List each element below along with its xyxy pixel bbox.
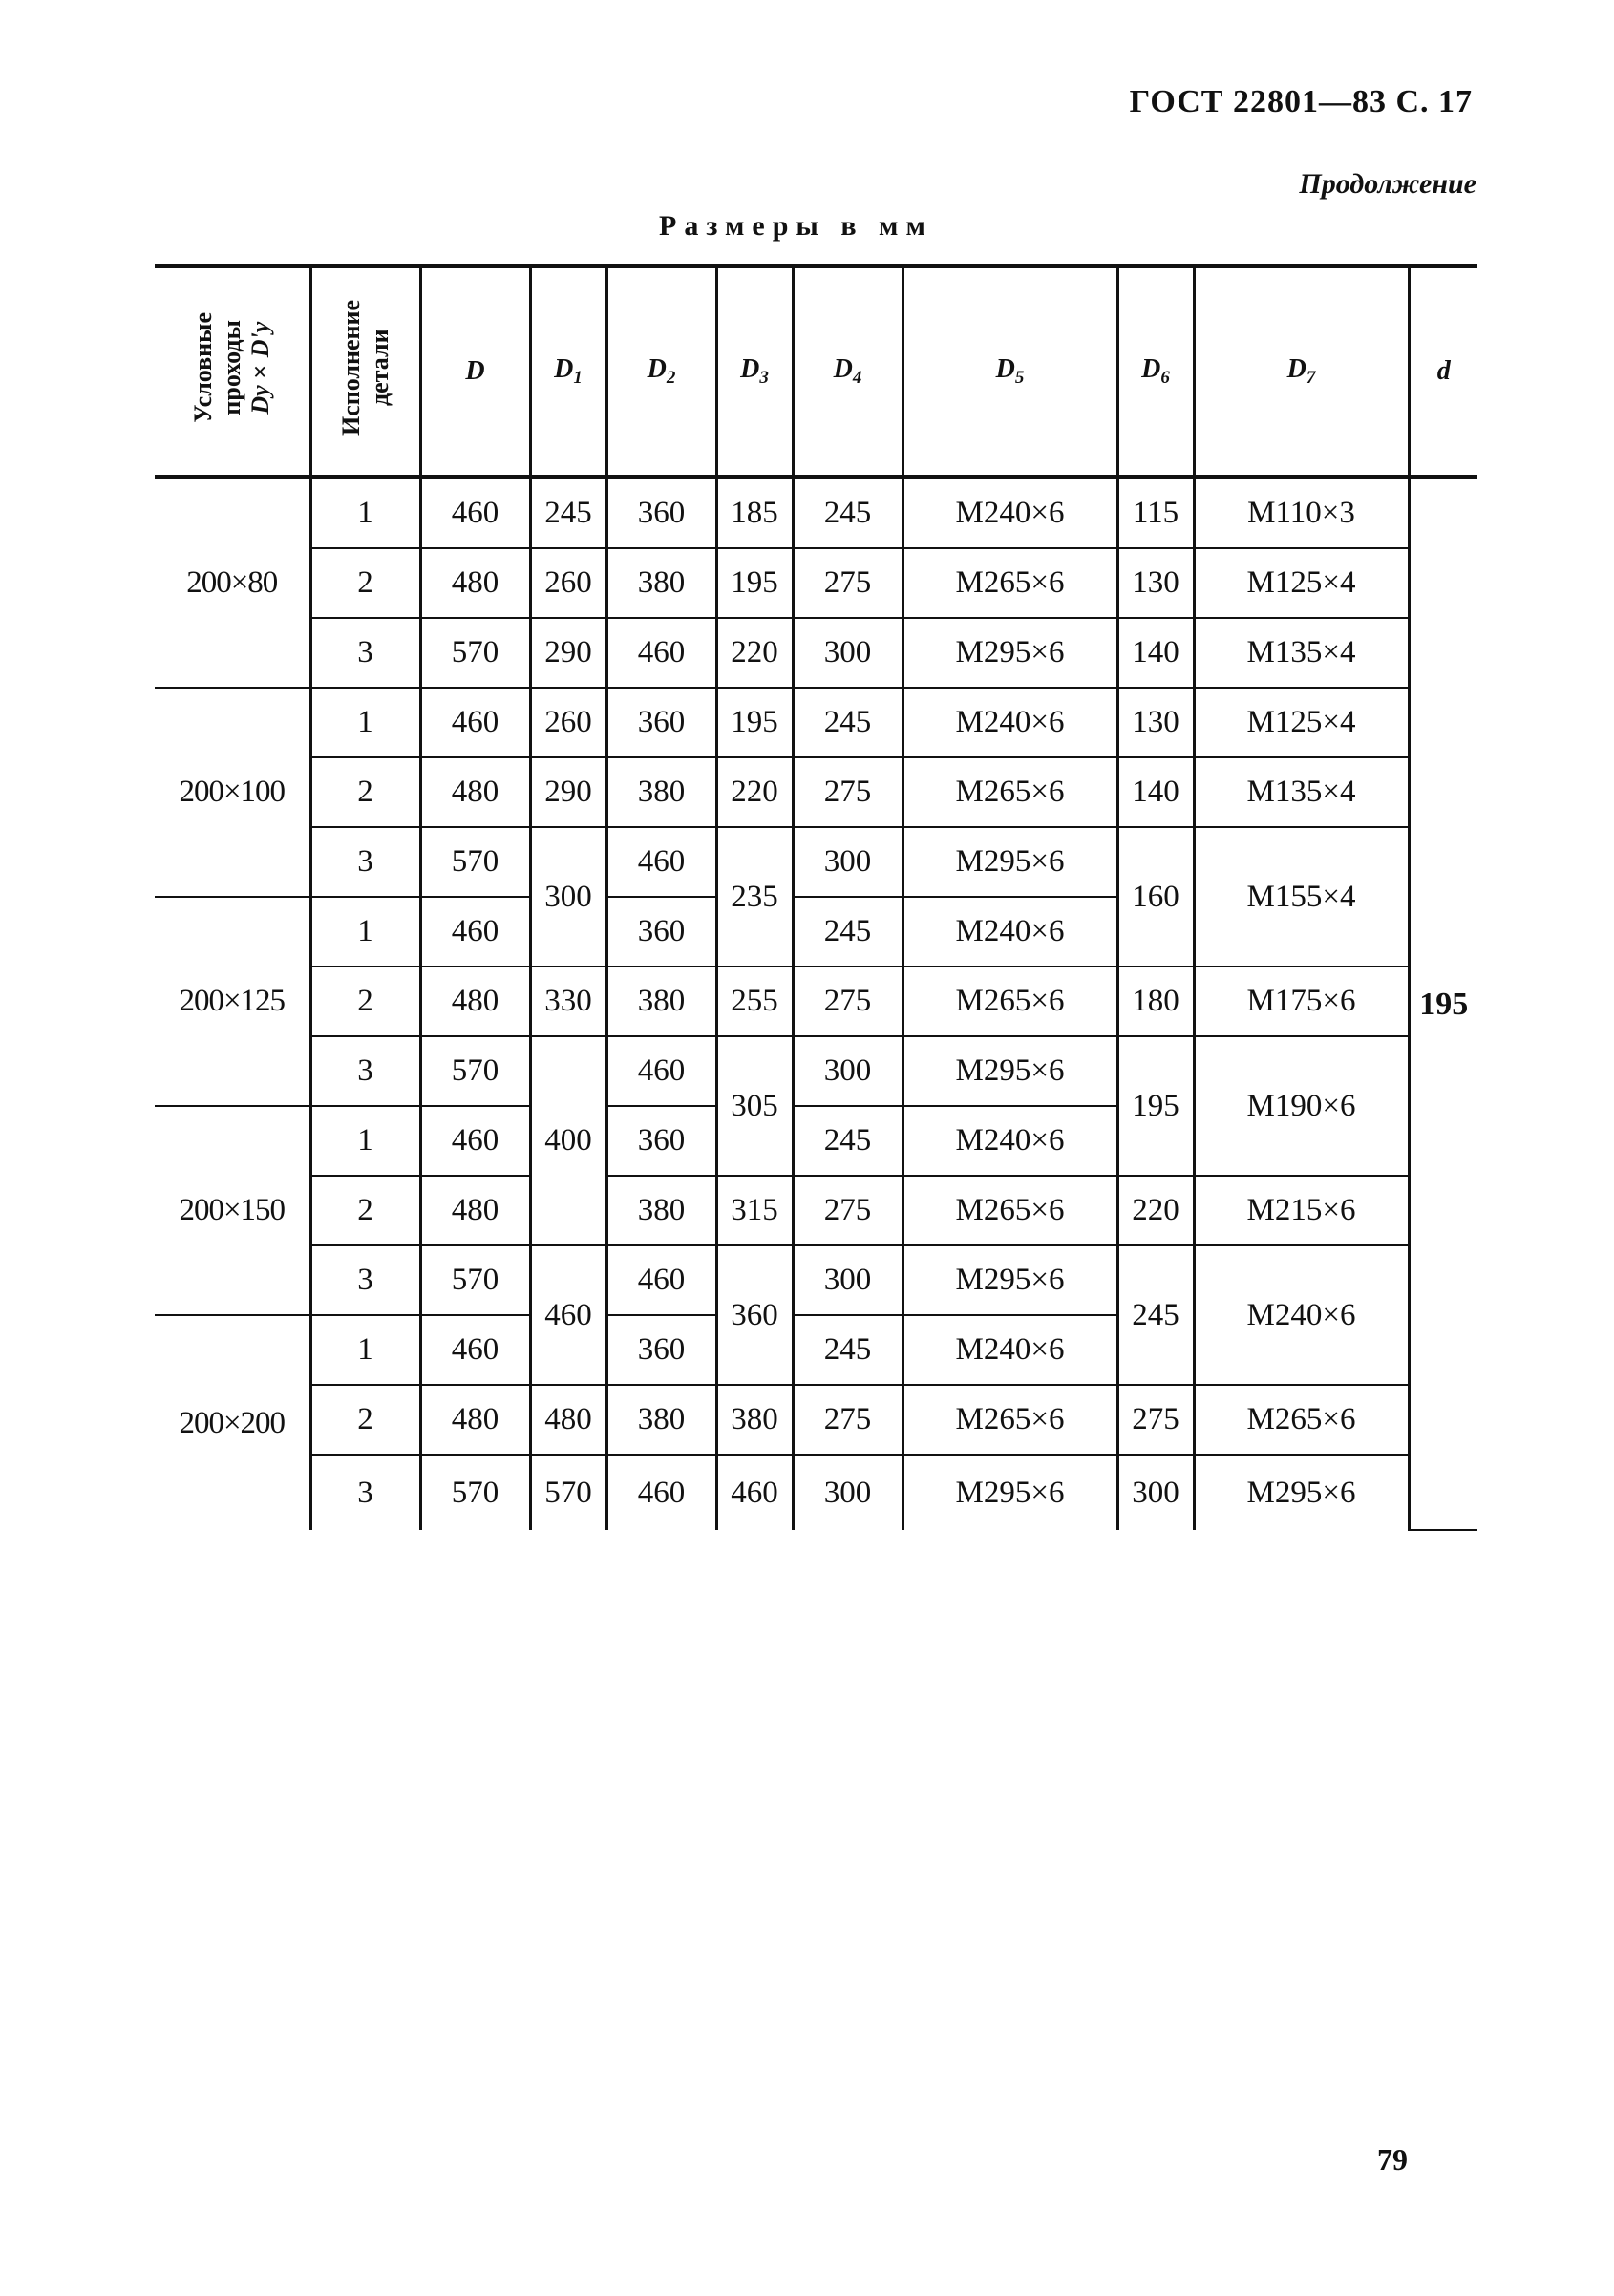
D6-cell: 115 <box>1117 478 1194 549</box>
variant-line1: Исполнение <box>336 299 365 436</box>
variant-line2: детали <box>365 329 393 407</box>
D-cell: 460 <box>420 897 530 967</box>
header-D6: $D_6$ <box>1117 266 1194 478</box>
variant-cell: 2 <box>310 1176 420 1245</box>
D4-cell: 275 <box>793 1385 903 1455</box>
D4-cell: 275 <box>793 757 903 827</box>
D5-cell: М295×6 <box>903 1455 1117 1530</box>
D5-cell: М265×6 <box>903 757 1117 827</box>
D1-cell: 245 <box>530 478 606 549</box>
D7-cell: М135×4 <box>1194 757 1409 827</box>
D5-cell: М295×6 <box>903 827 1117 897</box>
D1-cell: 290 <box>530 757 606 827</box>
D6-cell: 140 <box>1117 757 1194 827</box>
page-number: 79 <box>1377 2142 1408 2177</box>
table-row <box>155 757 1477 827</box>
header-D4: $D_4$ <box>793 266 903 478</box>
D4-cell: 300 <box>793 827 903 897</box>
table-row <box>155 618 1477 688</box>
D4-cell: 300 <box>793 618 903 688</box>
D2-cell: 460 <box>606 827 716 897</box>
D7-cell: М190×6 <box>1194 1036 1409 1176</box>
D4-cell: 275 <box>793 548 903 618</box>
D5-cell: М295×6 <box>903 1036 1117 1106</box>
D5-cell: М240×6 <box>903 478 1117 549</box>
D4-cell: 300 <box>793 1455 903 1530</box>
D-cell: 570 <box>420 618 530 688</box>
table-row <box>155 1455 1477 1530</box>
D5-cell: М240×6 <box>903 688 1117 757</box>
D1-cell: 570 <box>530 1455 606 1530</box>
nominal-passage-line2: проходы <box>217 320 245 415</box>
header-D5: $D_5$ <box>903 266 1117 478</box>
variant-cell: 3 <box>310 1245 420 1315</box>
D6-cell: 300 <box>1117 1455 1194 1530</box>
table-row <box>155 548 1477 618</box>
D2-cell: 360 <box>606 1106 716 1176</box>
nominal-passage-cell: 200×150 <box>155 1106 310 1315</box>
D6-cell: 160 <box>1117 827 1194 967</box>
table-row <box>155 1176 1477 1245</box>
subscript-index: 6 <box>1160 368 1170 388</box>
D3-cell: 255 <box>716 967 793 1036</box>
D2-cell: 360 <box>606 688 716 757</box>
variant-cell: 2 <box>310 967 420 1036</box>
D2-cell: 380 <box>606 1176 716 1245</box>
D1-cell: 300 <box>530 827 606 967</box>
nominal-passage-cell: 200×80 <box>155 478 310 689</box>
table-row <box>155 827 1477 897</box>
D-cell: 480 <box>420 757 530 827</box>
D-cell: 570 <box>420 1455 530 1530</box>
D4-cell: 245 <box>793 1106 903 1176</box>
D1-cell: 400 <box>530 1036 606 1245</box>
D-cell: 570 <box>420 1036 530 1106</box>
variant-cell: 1 <box>310 897 420 967</box>
D5-cell: М295×6 <box>903 1245 1117 1315</box>
D4-cell: 300 <box>793 1036 903 1106</box>
D6-cell: 140 <box>1117 618 1194 688</box>
D3-cell: 195 <box>716 548 793 618</box>
D3-cell: 380 <box>716 1385 793 1455</box>
D3-cell: 305 <box>716 1036 793 1176</box>
D1-cell: 460 <box>530 1245 606 1385</box>
D-cell: 480 <box>420 1385 530 1455</box>
D7-cell: М215×6 <box>1194 1176 1409 1245</box>
D7-cell: М110×3 <box>1194 478 1409 549</box>
variant-cell: 1 <box>310 1315 420 1385</box>
subscript-index: 2 <box>666 368 676 388</box>
header-nominal-passage <box>155 266 310 478</box>
table-row <box>155 967 1477 1036</box>
variant-cell: 2 <box>310 1385 420 1455</box>
D5-cell: М240×6 <box>903 1315 1117 1385</box>
D7-cell: М265×6 <box>1194 1385 1409 1455</box>
D7-cell: М125×4 <box>1194 688 1409 757</box>
subscript-index: 5 <box>1014 368 1025 388</box>
D2-cell: 360 <box>606 1315 716 1385</box>
D7-cell: М240×6 <box>1194 1245 1409 1385</box>
nominal-passage-cell: 200×125 <box>155 897 310 1106</box>
D4-cell: 245 <box>793 688 903 757</box>
header-D2: $D_2$ <box>606 266 716 478</box>
subscript-index: 7 <box>1306 368 1316 388</box>
header-D1: $D_1$ <box>530 266 606 478</box>
variant-cell: 2 <box>310 548 420 618</box>
D3-cell: 220 <box>716 618 793 688</box>
D5-cell: М265×6 <box>903 967 1117 1036</box>
variant-cell: 1 <box>310 688 420 757</box>
D6-cell: 180 <box>1117 967 1194 1036</box>
variant-cell: 3 <box>310 618 420 688</box>
D5-cell: М240×6 <box>903 897 1117 967</box>
D-cell: 480 <box>420 548 530 618</box>
header-D: D <box>420 266 530 478</box>
D1-cell: 290 <box>530 618 606 688</box>
D3-cell: 235 <box>716 827 793 967</box>
nominal-passage-formula: Dy×D'y <box>245 321 274 415</box>
nominal-passage-cell: 200×200 <box>179 1405 286 1440</box>
continuation-label: Продолжение <box>1299 168 1476 200</box>
D2-cell: 460 <box>606 1455 716 1530</box>
header-D7: $D_7$ <box>1194 266 1409 478</box>
D3-cell: 360 <box>716 1245 793 1385</box>
D2-cell: 380 <box>606 757 716 827</box>
D6-cell: 245 <box>1117 1245 1194 1385</box>
D3-cell: 195 <box>716 688 793 757</box>
variant-vertical-label <box>337 300 394 436</box>
variant-cell: 3 <box>310 1036 420 1106</box>
variant-cell: 3 <box>310 1455 420 1530</box>
D-cell: 460 <box>420 478 530 549</box>
d-value-cell: 195 <box>1409 478 1477 1531</box>
D2-cell: 360 <box>606 478 716 549</box>
D7-cell: М175×6 <box>1194 967 1409 1036</box>
D2-cell: 460 <box>606 1036 716 1106</box>
D7-cell: М125×4 <box>1194 548 1409 618</box>
subscript-index: 1 <box>573 368 583 388</box>
D4-cell: 300 <box>793 1245 903 1315</box>
D5-cell: М240×6 <box>903 1106 1117 1176</box>
nominal-passage-vertical-label <box>189 312 275 423</box>
table-row <box>155 478 1477 549</box>
document-reference: ГОСТ 22801—83 С. 17 <box>1129 84 1473 119</box>
D5-cell: М265×6 <box>903 1385 1117 1455</box>
variant-cell: 3 <box>310 827 420 897</box>
D4-cell: 245 <box>793 478 903 549</box>
table-row <box>155 688 1477 757</box>
D1-cell: 260 <box>530 548 606 618</box>
nominal-passage-cell: 200×100 <box>155 688 310 897</box>
D2-cell: 380 <box>606 1385 716 1455</box>
D-cell: 570 <box>420 827 530 897</box>
D3-cell: 315 <box>716 1176 793 1245</box>
D2-cell: 360 <box>606 897 716 967</box>
D7-cell: М295×6 <box>1194 1455 1409 1530</box>
D6-cell: 220 <box>1117 1176 1194 1245</box>
D6-cell: 195 <box>1117 1036 1194 1176</box>
D1-cell: 480 <box>530 1385 606 1455</box>
D-cell: 480 <box>420 1176 530 1245</box>
D2-cell: 380 <box>606 548 716 618</box>
D5-cell: М265×6 <box>903 548 1117 618</box>
D4-cell: 275 <box>793 967 903 1036</box>
D1-cell: 260 <box>530 688 606 757</box>
D3-cell: 460 <box>716 1455 793 1530</box>
D-cell: 460 <box>420 1315 530 1385</box>
D1-cell: 330 <box>530 967 606 1036</box>
dimensions-table <box>155 264 1477 1531</box>
D5-cell: М295×6 <box>903 618 1117 688</box>
variant-cell: 1 <box>310 478 420 549</box>
D-cell: 460 <box>420 688 530 757</box>
D7-cell: М155×4 <box>1194 827 1409 967</box>
subscript-index: 4 <box>852 368 862 388</box>
units-caption: Размеры в мм <box>659 210 933 242</box>
variant-cell: 2 <box>310 757 420 827</box>
table-row <box>155 1245 1477 1315</box>
table-row <box>155 1385 1477 1455</box>
D7-cell: М135×4 <box>1194 618 1409 688</box>
D4-cell: 245 <box>793 897 903 967</box>
D-cell: 460 <box>420 1106 530 1176</box>
D6-cell: 130 <box>1117 688 1194 757</box>
D6-cell: 275 <box>1117 1385 1194 1455</box>
D2-cell: 460 <box>606 1245 716 1315</box>
D3-cell: 185 <box>716 478 793 549</box>
header-D3: $D_3$ <box>716 266 793 478</box>
D6-cell: 130 <box>1117 548 1194 618</box>
header-d: d <box>1409 266 1477 478</box>
nominal-passage-line1: Условные <box>188 312 217 423</box>
table-header-row <box>155 266 1477 478</box>
variant-cell: 1 <box>310 1106 420 1176</box>
D2-cell: 460 <box>606 618 716 688</box>
D5-cell: М265×6 <box>903 1176 1117 1245</box>
D-cell: 570 <box>420 1245 530 1315</box>
D3-cell: 220 <box>716 757 793 827</box>
D-cell: 480 <box>420 967 530 1036</box>
table-row <box>155 1036 1477 1106</box>
D2-cell: 380 <box>606 967 716 1036</box>
subscript-index: 3 <box>759 368 769 388</box>
D4-cell: 275 <box>793 1176 903 1245</box>
D4-cell: 245 <box>793 1315 903 1385</box>
header-variant <box>310 266 420 478</box>
